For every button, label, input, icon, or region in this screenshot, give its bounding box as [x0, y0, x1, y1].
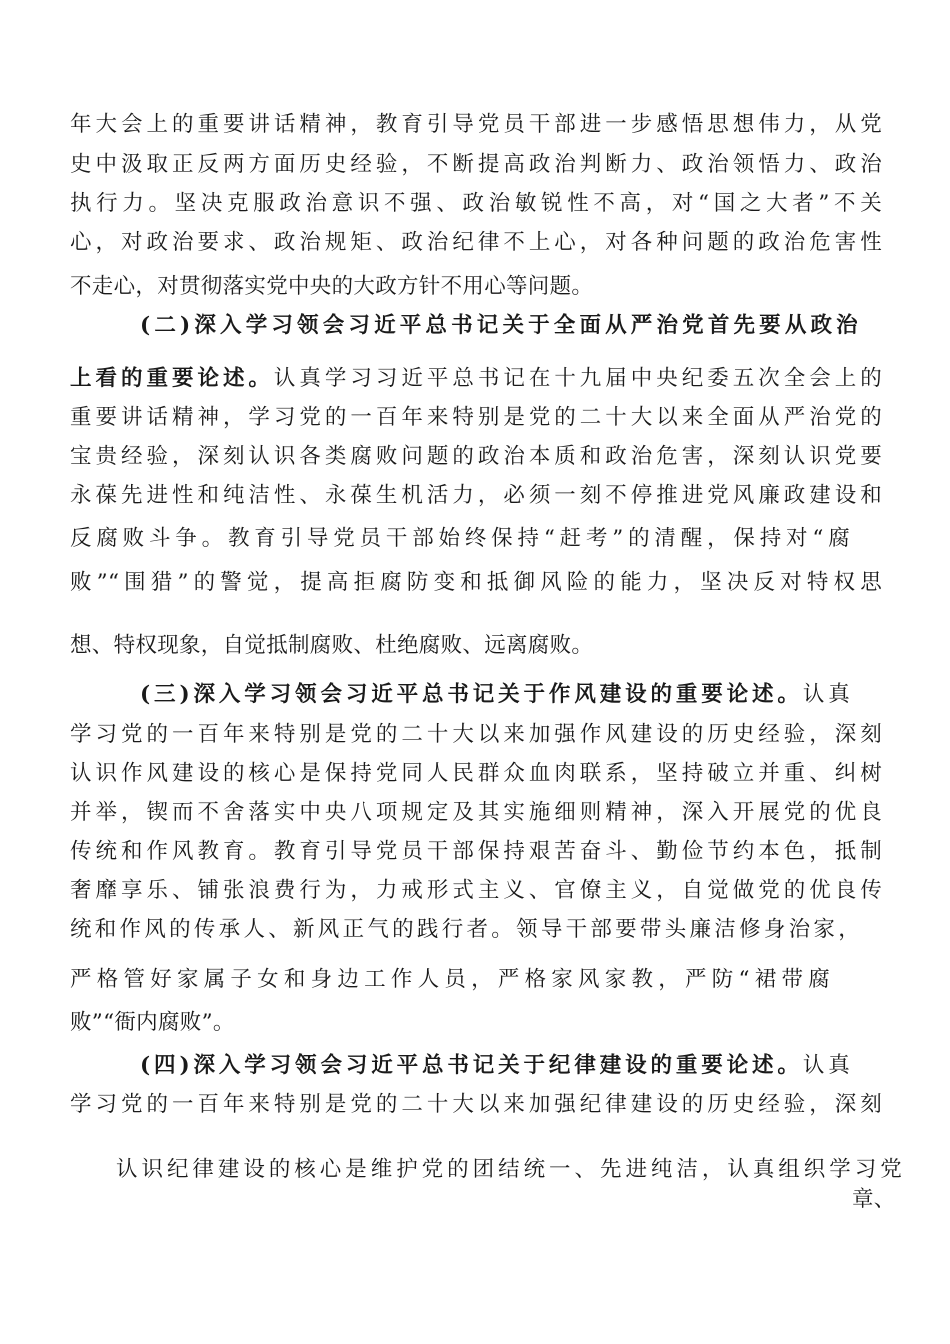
paragraph-text: 认真 — [802, 682, 850, 707]
paragraph-text: 认真学习习近平总书记在十九届中央纪委五次全会上的 — [273, 366, 882, 391]
paragraph-line: 传统和作风教育。教育引导党员干部保持艰苦奋斗、勤俭节约本色，抵制 — [70, 839, 882, 864]
paragraph-line: 心，对政治要求、政治规矩、政治纪律不上心，对各种问题的政治危害性 — [70, 230, 882, 255]
paragraph-line: 认识纪律建设的核心是维护党的团结统一、先进纯洁，认真组织学习党 — [116, 1157, 902, 1182]
paragraph-line: 永葆先进性和纯洁性、永葆生机活力，必须一刻不停推进党风廉政建设和 — [70, 483, 882, 508]
section-heading-2: (二)深入学习领会习近平总书记关于全面从严治党首先要从政治 — [140, 313, 858, 338]
paragraph-line: 学习党的一百年来特别是党的二十大以来加强纪律建设的历史经验，深刻 — [70, 1092, 882, 1117]
paragraph-line: 反腐败斗争。教育引导党员干部始终保持“赶考”的清醒，保持对“腐 — [70, 526, 850, 551]
paragraph-line — [70, 364, 882, 394]
section-heading-3: (三)深入学习领会习近平总书记关于作风建设的重要论述。 — [140, 682, 803, 707]
paragraph-line — [140, 680, 850, 710]
section-heading-2-continued: 上看的重要论述。 — [70, 366, 274, 391]
paragraph-line: 不走心，对贯彻落实党中央的大政方针不用心等问题。 — [70, 274, 594, 299]
paragraph-line: 学习党的一百年来特别是党的二十大以来加强作风建设的历史经验，深刻 — [70, 722, 882, 747]
paragraph-line: 奢靡享乐、铺张浪费行为，力戒形式主义、官僚主义，自觉做党的优良传 — [70, 878, 882, 903]
paragraph-text: 认真 — [802, 1053, 850, 1078]
paragraph-line: 认识作风建设的核心是保持党同人民群众血肉联系，坚持破立并重、纠树 — [70, 761, 882, 786]
paragraph-line: 年大会上的重要讲话精神，教育引导党员干部进一步感悟思想伟力，从党 — [70, 112, 882, 137]
paragraph-line: 想、特权现象，自觉抵制腐败、杜绝腐败、远离腐败。 — [70, 633, 594, 658]
paragraph-line: 败”“围猎”的警觉，提高拒腐防变和抵御风险的能力，坚决反对特权思 — [70, 570, 882, 595]
paragraph-line: 统和作风的传承人、新风正气的践行者。领导干部要带头廉洁修身治家， — [70, 917, 860, 942]
paragraph-line: 重要讲话精神，学习党的一百年来特别是党的二十大以来全面从严治党的 — [70, 405, 882, 430]
paragraph-line: 史中汲取正反两方面历史经验，不断提高政治判断力、政治领悟力、政治 — [70, 152, 882, 177]
section-heading-4: (四)深入学习领会习近平总书记关于纪律建设的重要论述。 — [140, 1053, 803, 1078]
paragraph-line: 严格管好家属子女和身边工作人员，严格家风家教，严防“裙带腐 — [70, 967, 830, 992]
paragraph-line: 宝贵经验，深刻认识各类腐败问题的政治本质和政治危害，深刻认识党要 — [70, 444, 882, 469]
paragraph-line: 并举，锲而不舍落实中央八项规定及其实施细则精神，深入开展党的优良 — [70, 800, 882, 825]
paragraph-line: 执行力。坚决克服政治意识不强、政治敏锐性不高，对“国之大者”不关 — [70, 191, 882, 216]
paragraph-line: 败”“衙内腐败”。 — [70, 1010, 235, 1035]
paragraph-line: 章、 — [852, 1187, 896, 1212]
paragraph-line — [140, 1051, 850, 1081]
